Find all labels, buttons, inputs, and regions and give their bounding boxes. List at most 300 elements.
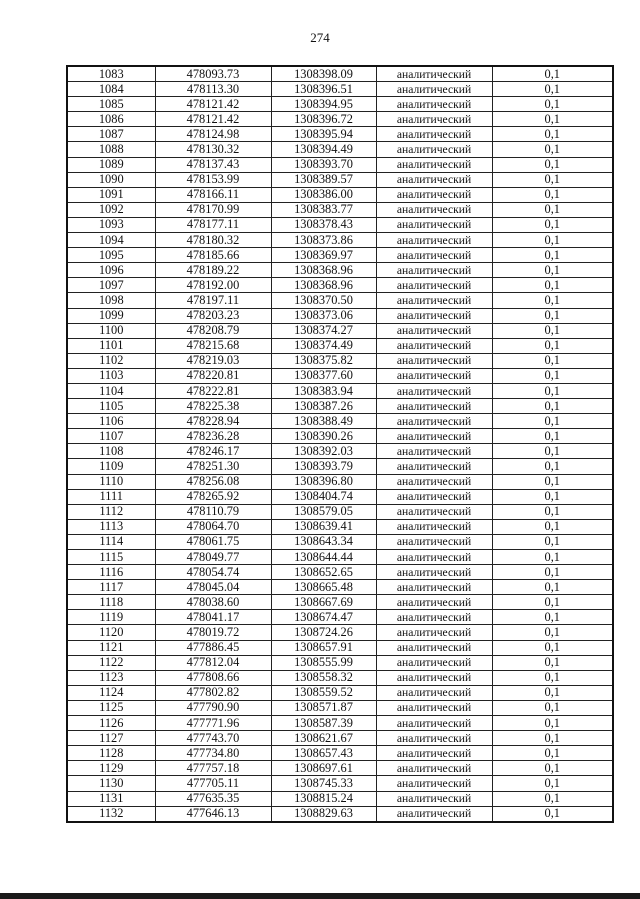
y-coordinate-cell: 1308555.99: [271, 655, 376, 670]
accuracy-cell: 0,1: [492, 716, 613, 731]
method-cell: аналитический: [376, 142, 492, 157]
y-coordinate-cell: 1308383.94: [271, 383, 376, 398]
method-cell: аналитический: [376, 685, 492, 700]
x-coordinate-cell: 477743.70: [155, 731, 271, 746]
point-number-cell: 1088: [67, 142, 155, 157]
point-number-cell: 1105: [67, 399, 155, 414]
y-coordinate-cell: 1308378.43: [271, 217, 376, 232]
table-row: [67, 700, 613, 715]
table-row: [67, 217, 613, 232]
x-coordinate-cell: 477705.11: [155, 776, 271, 791]
y-coordinate-cell: 1308369.97: [271, 248, 376, 263]
point-number-cell: 1123: [67, 670, 155, 685]
table-row: [67, 519, 613, 534]
x-coordinate-cell: 478124.98: [155, 127, 271, 142]
method-cell: аналитический: [376, 746, 492, 761]
point-number-cell: 1117: [67, 580, 155, 595]
accuracy-cell: 0,1: [492, 399, 613, 414]
point-number-cell: 1097: [67, 278, 155, 293]
accuracy-cell: 0,1: [492, 655, 613, 670]
point-number-cell: 1095: [67, 248, 155, 263]
method-cell: аналитический: [376, 534, 492, 549]
table-row: [67, 278, 613, 293]
point-number-cell: 1092: [67, 202, 155, 217]
x-coordinate-cell: 478121.42: [155, 97, 271, 112]
table-row: [67, 489, 613, 504]
table-row: [67, 383, 613, 398]
point-number-cell: 1091: [67, 187, 155, 202]
method-cell: аналитический: [376, 383, 492, 398]
x-coordinate-cell: 478215.68: [155, 338, 271, 353]
table-row: [67, 127, 613, 142]
table-row: [67, 459, 613, 474]
point-number-cell: 1100: [67, 323, 155, 338]
y-coordinate-cell: 1308390.26: [271, 429, 376, 444]
point-number-cell: 1087: [67, 127, 155, 142]
point-number-cell: 1125: [67, 700, 155, 715]
method-cell: аналитический: [376, 655, 492, 670]
accuracy-cell: 0,1: [492, 625, 613, 640]
point-number-cell: 1109: [67, 459, 155, 474]
accuracy-cell: 0,1: [492, 233, 613, 248]
x-coordinate-cell: 478228.94: [155, 414, 271, 429]
y-coordinate-cell: 1308667.69: [271, 595, 376, 610]
y-coordinate-cell: 1308368.96: [271, 278, 376, 293]
accuracy-cell: 0,1: [492, 97, 613, 112]
table-row: [67, 685, 613, 700]
x-coordinate-cell: 478189.22: [155, 263, 271, 278]
y-coordinate-cell: 1308373.06: [271, 308, 376, 323]
accuracy-cell: 0,1: [492, 504, 613, 519]
y-coordinate-cell: 1308374.27: [271, 323, 376, 338]
point-number-cell: 1114: [67, 534, 155, 549]
accuracy-cell: 0,1: [492, 308, 613, 323]
x-coordinate-cell: 477886.45: [155, 640, 271, 655]
table-row: [67, 187, 613, 202]
point-number-cell: 1131: [67, 791, 155, 806]
method-cell: аналитический: [376, 82, 492, 97]
point-number-cell: 1129: [67, 761, 155, 776]
y-coordinate-cell: 1308559.52: [271, 685, 376, 700]
table-row: [67, 746, 613, 761]
x-coordinate-cell: 478170.99: [155, 202, 271, 217]
table-row: [67, 444, 613, 459]
x-coordinate-cell: 478121.42: [155, 112, 271, 127]
point-number-cell: 1094: [67, 233, 155, 248]
point-number-cell: 1112: [67, 504, 155, 519]
table-row: [67, 655, 613, 670]
table-row: [67, 368, 613, 383]
x-coordinate-cell: 478251.30: [155, 459, 271, 474]
y-coordinate-cell: 1308392.03: [271, 444, 376, 459]
point-number-cell: 1106: [67, 414, 155, 429]
point-number-cell: 1102: [67, 353, 155, 368]
x-coordinate-cell: 478054.74: [155, 565, 271, 580]
table-row: [67, 248, 613, 263]
table-row: [67, 670, 613, 685]
accuracy-cell: 0,1: [492, 806, 613, 822]
y-coordinate-cell: 1308674.47: [271, 610, 376, 625]
table-row: [67, 263, 613, 278]
accuracy-cell: 0,1: [492, 791, 613, 806]
y-coordinate-cell: 1308644.44: [271, 550, 376, 565]
method-cell: аналитический: [376, 519, 492, 534]
x-coordinate-cell: 478185.66: [155, 248, 271, 263]
accuracy-cell: 0,1: [492, 444, 613, 459]
accuracy-cell: 0,1: [492, 172, 613, 187]
y-coordinate-cell: 1308386.00: [271, 187, 376, 202]
accuracy-cell: 0,1: [492, 142, 613, 157]
y-coordinate-cell: 1308697.61: [271, 761, 376, 776]
y-coordinate-cell: 1308643.34: [271, 534, 376, 549]
method-cell: аналитический: [376, 489, 492, 504]
y-coordinate-cell: 1308374.49: [271, 338, 376, 353]
table-row: [67, 550, 613, 565]
method-cell: аналитический: [376, 791, 492, 806]
point-number-cell: 1127: [67, 731, 155, 746]
accuracy-cell: 0,1: [492, 248, 613, 263]
method-cell: аналитический: [376, 731, 492, 746]
x-coordinate-cell: 478192.00: [155, 278, 271, 293]
y-coordinate-cell: 1308571.87: [271, 700, 376, 715]
table-row: [67, 565, 613, 580]
accuracy-cell: 0,1: [492, 127, 613, 142]
table-row: [67, 338, 613, 353]
y-coordinate-cell: 1308587.39: [271, 716, 376, 731]
method-cell: аналитический: [376, 670, 492, 685]
accuracy-cell: 0,1: [492, 459, 613, 474]
table-row: [67, 66, 613, 82]
method-cell: аналитический: [376, 368, 492, 383]
point-number-cell: 1121: [67, 640, 155, 655]
x-coordinate-cell: 478177.11: [155, 217, 271, 232]
coordinates-table-body: [67, 66, 613, 822]
y-coordinate-cell: 1308394.95: [271, 97, 376, 112]
method-cell: аналитический: [376, 187, 492, 202]
accuracy-cell: 0,1: [492, 66, 613, 82]
accuracy-cell: 0,1: [492, 776, 613, 791]
x-coordinate-cell: 478246.17: [155, 444, 271, 459]
table-row: [67, 761, 613, 776]
accuracy-cell: 0,1: [492, 565, 613, 580]
x-coordinate-cell: 478041.17: [155, 610, 271, 625]
method-cell: аналитический: [376, 112, 492, 127]
accuracy-cell: 0,1: [492, 761, 613, 776]
table-row: [67, 474, 613, 489]
method-cell: аналитический: [376, 429, 492, 444]
x-coordinate-cell: 478180.32: [155, 233, 271, 248]
method-cell: аналитический: [376, 700, 492, 715]
accuracy-cell: 0,1: [492, 746, 613, 761]
x-coordinate-cell: 478019.72: [155, 625, 271, 640]
y-coordinate-cell: 1308370.50: [271, 293, 376, 308]
accuracy-cell: 0,1: [492, 338, 613, 353]
accuracy-cell: 0,1: [492, 414, 613, 429]
x-coordinate-cell: 478137.43: [155, 157, 271, 172]
point-number-cell: 1120: [67, 625, 155, 640]
x-coordinate-cell: 478222.81: [155, 383, 271, 398]
y-coordinate-cell: 1308394.49: [271, 142, 376, 157]
coordinates-table: [66, 65, 614, 823]
y-coordinate-cell: 1308558.32: [271, 670, 376, 685]
accuracy-cell: 0,1: [492, 293, 613, 308]
x-coordinate-cell: 478225.38: [155, 399, 271, 414]
method-cell: аналитический: [376, 625, 492, 640]
table-row: [67, 82, 613, 97]
table-row: [67, 504, 613, 519]
page-number: 274: [310, 30, 330, 45]
accuracy-cell: 0,1: [492, 278, 613, 293]
y-coordinate-cell: 1308387.26: [271, 399, 376, 414]
method-cell: аналитический: [376, 595, 492, 610]
y-coordinate-cell: 1308377.60: [271, 368, 376, 383]
table-row: [67, 323, 613, 338]
table-row: [67, 172, 613, 187]
y-coordinate-cell: 1308396.72: [271, 112, 376, 127]
method-cell: аналитический: [376, 776, 492, 791]
method-cell: аналитический: [376, 157, 492, 172]
accuracy-cell: 0,1: [492, 534, 613, 549]
y-coordinate-cell: 1308383.77: [271, 202, 376, 217]
x-coordinate-cell: 477635.35: [155, 791, 271, 806]
accuracy-cell: 0,1: [492, 670, 613, 685]
table-row: [67, 353, 613, 368]
x-coordinate-cell: 477734.80: [155, 746, 271, 761]
method-cell: аналитический: [376, 293, 492, 308]
table-row: [67, 625, 613, 640]
x-coordinate-cell: 477802.82: [155, 685, 271, 700]
accuracy-cell: 0,1: [492, 580, 613, 595]
accuracy-cell: 0,1: [492, 550, 613, 565]
method-cell: аналитический: [376, 640, 492, 655]
y-coordinate-cell: 1308724.26: [271, 625, 376, 640]
table-row: [67, 716, 613, 731]
y-coordinate-cell: 1308639.41: [271, 519, 376, 534]
accuracy-cell: 0,1: [492, 610, 613, 625]
accuracy-cell: 0,1: [492, 640, 613, 655]
accuracy-cell: 0,1: [492, 353, 613, 368]
x-coordinate-cell: 478166.11: [155, 187, 271, 202]
method-cell: аналитический: [376, 308, 492, 323]
point-number-cell: 1090: [67, 172, 155, 187]
x-coordinate-cell: 478236.28: [155, 429, 271, 444]
x-coordinate-cell: 478256.08: [155, 474, 271, 489]
point-number-cell: 1122: [67, 655, 155, 670]
point-number-cell: 1108: [67, 444, 155, 459]
point-number-cell: 1099: [67, 308, 155, 323]
table-row: [67, 399, 613, 414]
point-number-cell: 1101: [67, 338, 155, 353]
y-coordinate-cell: 1308745.33: [271, 776, 376, 791]
y-coordinate-cell: 1308396.80: [271, 474, 376, 489]
accuracy-cell: 0,1: [492, 112, 613, 127]
point-number-cell: 1103: [67, 368, 155, 383]
method-cell: аналитический: [376, 504, 492, 519]
x-coordinate-cell: 478130.32: [155, 142, 271, 157]
y-coordinate-cell: 1308579.05: [271, 504, 376, 519]
accuracy-cell: 0,1: [492, 474, 613, 489]
method-cell: аналитический: [376, 353, 492, 368]
accuracy-cell: 0,1: [492, 368, 613, 383]
x-coordinate-cell: 477646.13: [155, 806, 271, 822]
point-number-cell: 1089: [67, 157, 155, 172]
x-coordinate-cell: 478093.73: [155, 66, 271, 82]
table-row: [67, 791, 613, 806]
table-row: [67, 610, 613, 625]
method-cell: аналитический: [376, 323, 492, 338]
y-coordinate-cell: 1308368.96: [271, 263, 376, 278]
method-cell: аналитический: [376, 263, 492, 278]
point-number-cell: 1111: [67, 489, 155, 504]
accuracy-cell: 0,1: [492, 82, 613, 97]
x-coordinate-cell: 478220.81: [155, 368, 271, 383]
table-row: [67, 806, 613, 822]
accuracy-cell: 0,1: [492, 323, 613, 338]
y-coordinate-cell: 1308652.65: [271, 565, 376, 580]
method-cell: аналитический: [376, 716, 492, 731]
accuracy-cell: 0,1: [492, 217, 613, 232]
accuracy-cell: 0,1: [492, 202, 613, 217]
y-coordinate-cell: 1308404.74: [271, 489, 376, 504]
x-coordinate-cell: 477757.18: [155, 761, 271, 776]
y-coordinate-cell: 1308373.86: [271, 233, 376, 248]
y-coordinate-cell: 1308665.48: [271, 580, 376, 595]
table-row: [67, 595, 613, 610]
y-coordinate-cell: 1308395.94: [271, 127, 376, 142]
accuracy-cell: 0,1: [492, 731, 613, 746]
x-coordinate-cell: 478265.92: [155, 489, 271, 504]
table-row: [67, 731, 613, 746]
point-number-cell: 1098: [67, 293, 155, 308]
table-row: [67, 202, 613, 217]
table-row: [67, 580, 613, 595]
table-row: [67, 293, 613, 308]
point-number-cell: 1083: [67, 66, 155, 82]
point-number-cell: 1093: [67, 217, 155, 232]
x-coordinate-cell: 478203.23: [155, 308, 271, 323]
method-cell: аналитический: [376, 172, 492, 187]
accuracy-cell: 0,1: [492, 595, 613, 610]
method-cell: аналитический: [376, 233, 492, 248]
point-number-cell: 1128: [67, 746, 155, 761]
point-number-cell: 1107: [67, 429, 155, 444]
method-cell: аналитический: [376, 66, 492, 82]
accuracy-cell: 0,1: [492, 519, 613, 534]
point-number-cell: 1124: [67, 685, 155, 700]
table-row: [67, 534, 613, 549]
accuracy-cell: 0,1: [492, 263, 613, 278]
table-row: [67, 414, 613, 429]
accuracy-cell: 0,1: [492, 429, 613, 444]
method-cell: аналитический: [376, 97, 492, 112]
point-number-cell: 1118: [67, 595, 155, 610]
x-coordinate-cell: 478064.70: [155, 519, 271, 534]
point-number-cell: 1116: [67, 565, 155, 580]
accuracy-cell: 0,1: [492, 685, 613, 700]
method-cell: аналитический: [376, 580, 492, 595]
table-row: [67, 112, 613, 127]
method-cell: аналитический: [376, 278, 492, 293]
x-coordinate-cell: 478061.75: [155, 534, 271, 549]
method-cell: аналитический: [376, 550, 492, 565]
method-cell: аналитический: [376, 399, 492, 414]
method-cell: аналитический: [376, 248, 492, 263]
x-coordinate-cell: 477808.66: [155, 670, 271, 685]
table-row: [67, 308, 613, 323]
point-number-cell: 1104: [67, 383, 155, 398]
table-row: [67, 142, 613, 157]
table-row: [67, 429, 613, 444]
y-coordinate-cell: 1308393.79: [271, 459, 376, 474]
x-coordinate-cell: 478197.11: [155, 293, 271, 308]
method-cell: аналитический: [376, 444, 492, 459]
point-number-cell: 1110: [67, 474, 155, 489]
x-coordinate-cell: 478049.77: [155, 550, 271, 565]
x-coordinate-cell: 477790.90: [155, 700, 271, 715]
method-cell: аналитический: [376, 610, 492, 625]
point-number-cell: 1126: [67, 716, 155, 731]
x-coordinate-cell: 478208.79: [155, 323, 271, 338]
y-coordinate-cell: 1308396.51: [271, 82, 376, 97]
x-coordinate-cell: 478113.30: [155, 82, 271, 97]
method-cell: аналитический: [376, 459, 492, 474]
method-cell: аналитический: [376, 474, 492, 489]
accuracy-cell: 0,1: [492, 383, 613, 398]
y-coordinate-cell: 1308829.63: [271, 806, 376, 822]
y-coordinate-cell: 1308815.24: [271, 791, 376, 806]
table-row: [67, 233, 613, 248]
point-number-cell: 1113: [67, 519, 155, 534]
point-number-cell: 1086: [67, 112, 155, 127]
point-number-cell: 1085: [67, 97, 155, 112]
point-number-cell: 1132: [67, 806, 155, 822]
accuracy-cell: 0,1: [492, 187, 613, 202]
x-coordinate-cell: 478038.60: [155, 595, 271, 610]
method-cell: аналитический: [376, 202, 492, 217]
y-coordinate-cell: 1308657.91: [271, 640, 376, 655]
accuracy-cell: 0,1: [492, 489, 613, 504]
table-row: [67, 97, 613, 112]
accuracy-cell: 0,1: [492, 700, 613, 715]
method-cell: аналитический: [376, 217, 492, 232]
method-cell: аналитический: [376, 338, 492, 353]
method-cell: аналитический: [376, 414, 492, 429]
y-coordinate-cell: 1308375.82: [271, 353, 376, 368]
method-cell: аналитический: [376, 761, 492, 776]
y-coordinate-cell: 1308389.57: [271, 172, 376, 187]
y-coordinate-cell: 1308621.67: [271, 731, 376, 746]
method-cell: аналитический: [376, 565, 492, 580]
point-number-cell: 1130: [67, 776, 155, 791]
x-coordinate-cell: 477812.04: [155, 655, 271, 670]
x-coordinate-cell: 478153.99: [155, 172, 271, 187]
scan-bottom-edge: [0, 893, 640, 899]
point-number-cell: 1096: [67, 263, 155, 278]
point-number-cell: 1119: [67, 610, 155, 625]
point-number-cell: 1084: [67, 82, 155, 97]
x-coordinate-cell: 477771.96: [155, 716, 271, 731]
y-coordinate-cell: 1308657.43: [271, 746, 376, 761]
x-coordinate-cell: 478110.79: [155, 504, 271, 519]
method-cell: аналитический: [376, 127, 492, 142]
table-row: [67, 640, 613, 655]
accuracy-cell: 0,1: [492, 157, 613, 172]
table-row: [67, 776, 613, 791]
table-row: [67, 157, 613, 172]
x-coordinate-cell: 478219.03: [155, 353, 271, 368]
x-coordinate-cell: 478045.04: [155, 580, 271, 595]
y-coordinate-cell: 1308393.70: [271, 157, 376, 172]
